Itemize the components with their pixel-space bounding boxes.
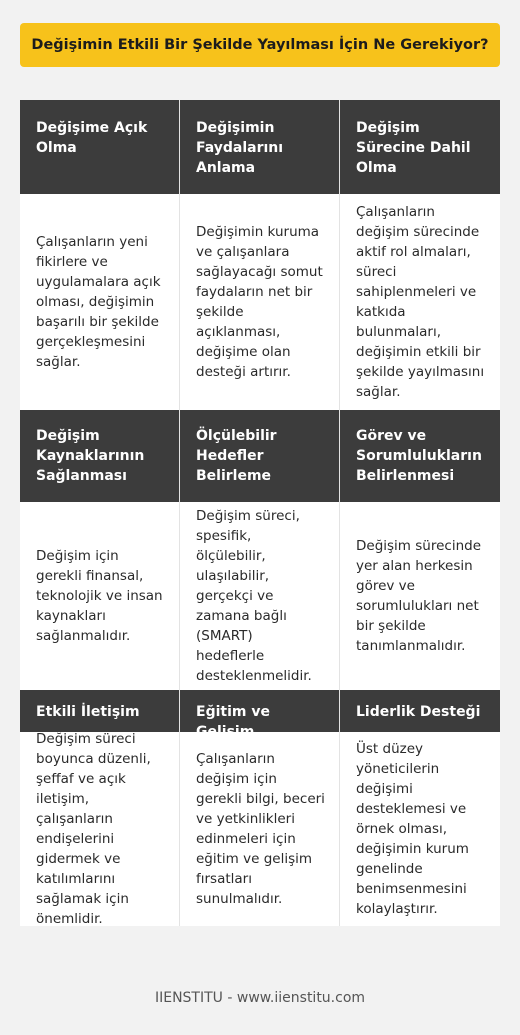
section-text: Çalışanların değişim sürecinde aktif rol almaları, süreci sahiplenmeleri ve katkıda bulunmaları, değişimin etkili bir şekilde yayılmasını sağlar.: [340, 194, 500, 410]
section-heading: Değişime Açık Olma: [20, 100, 180, 194]
section-heading: Eğitim ve: [180, 690, 340, 732]
section-text: Çalışanların yeni fikirlere ve uygulamalara açık olması, değişimin başarılı bir şekilde gerçekleşmesini sağlar.: [20, 194, 180, 410]
title-banner: [20, 23, 500, 67]
section-text: Değişimin kuruma ve çalışanlara sağlayacağı somut faydaların net bir şekilde açıklanması, değişime olan desteği artırır.: [180, 194, 340, 410]
section-text: Üst düzey yöneticilerin değişimi desteklemesi ve örnek olması, değişimin kurum genelinde benimsenmesini kolaylaştırır.: [340, 732, 500, 926]
section-heading: Değişim Sürecine Dahil Olma: [340, 100, 500, 194]
section-text: Değişim sürecinde yer alan herkesin görev ve sorumlulukları net bir şekilde tanımlanmalıdır.: [340, 502, 500, 690]
section-text: Değişim süreci boyunca düzenli, şeffaf ve açık iletişim, çalışanların endişelerini gidermek ve katılımlarını sağlamak için önemlidir.: [20, 732, 180, 926]
info-grid: [20, 100, 500, 926]
section-text: Değişim süreci, spesifik, ölçülebilir, ulaşılabilir, gerçekçi ve zamana bağlı (SMART) hedeflerle desteklenmelidir.: [180, 502, 340, 690]
section-heading: Görev ve Sorumlulukların Belirlenmesi: [340, 410, 500, 502]
section-heading: Etkili İletişim: [20, 690, 180, 732]
page-title: Değişimin Etkili Bir Şekilde Yayılması İçin Ne Gerekiyor?: [31, 37, 489, 53]
section-heading: Ölçülebilir Hedefler Belirleme: [180, 410, 340, 502]
section-text: Çalışanların değişim için gerekli bilgi, beceri ve yetkinlikleri edinmeleri için eğitim ve gelişim fırsatları sunulmalıdır.: [180, 732, 340, 926]
section-heading: Değişimin Faydalarını Anlama: [180, 100, 340, 194]
section-heading: Değişim Kaynaklarının Sağlanması: [20, 410, 180, 502]
section-heading: Liderlik Desteği: [340, 690, 500, 732]
footer-credit: IIENSTITU - www.iienstitu.com: [154, 990, 366, 1006]
section-text: Değişim için gerekli finansal, teknolojik ve insan kaynakları sağlanmalıdır.: [20, 502, 180, 690]
